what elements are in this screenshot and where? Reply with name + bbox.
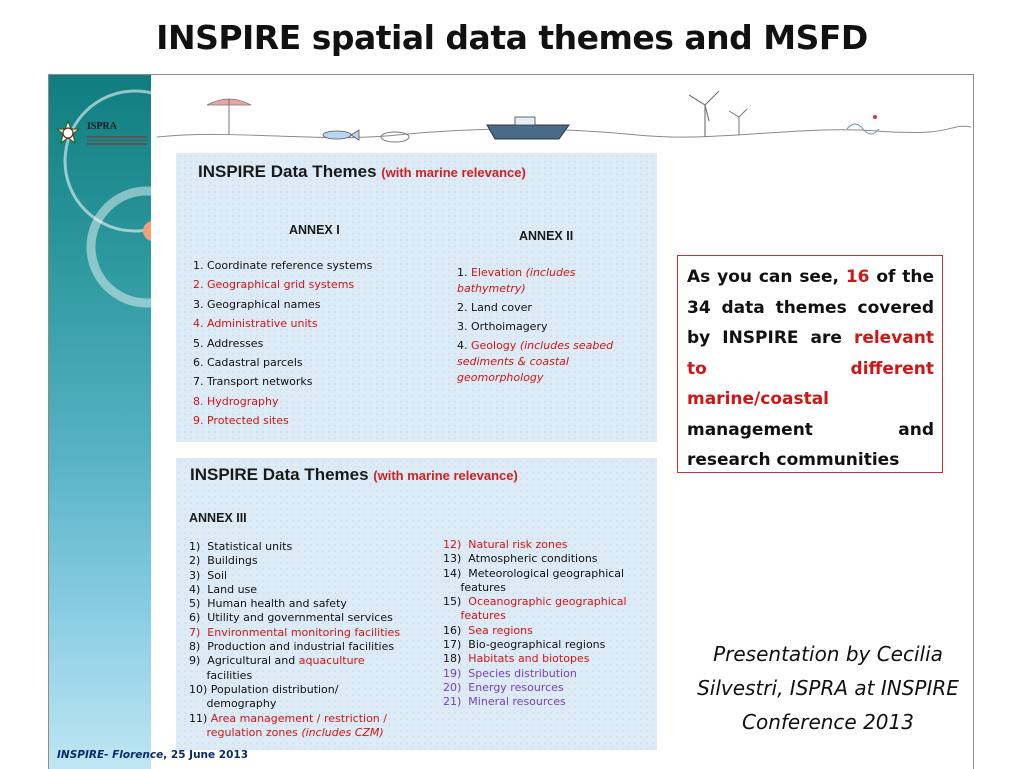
list-item: 1) Statistical units — [189, 540, 293, 553]
list-item: 9. Protected sites — [193, 414, 289, 428]
annex-1-2-panel — [176, 153, 657, 442]
presentation-credit: Presentation by Cecilia Silvestri, ISPRA at INSPIRE Conference 2013 — [697, 642, 959, 734]
list-item: 8. Hydrography — [193, 394, 279, 408]
list-item: 19) Species distribution — [443, 666, 577, 680]
list-item: 15) Oceanographic geographical — [443, 595, 627, 609]
annex-1-title: ANNEX I — [289, 223, 340, 237]
fish-icon — [323, 130, 359, 140]
list-item: 7) Environmental monitoring facilities — [189, 625, 401, 639]
list-item: 11) Area management / restriction / — [189, 711, 387, 725]
annex-2-list — [457, 265, 642, 389]
list-item: 2) Buildings — [189, 554, 258, 568]
small-red-dot — [873, 115, 877, 119]
list-item: 20) Energy resources — [443, 680, 564, 694]
beach-umbrella-icon — [207, 99, 251, 135]
list-item: 4. Administrative units — [193, 317, 318, 331]
annex-3-left-list — [189, 540, 400, 740]
coastal-sketch-banner — [157, 77, 971, 155]
list-item: 8) Production and industrial facilities — [189, 640, 395, 654]
list-item: 1. Coordinate reference systems — [193, 259, 373, 272]
list-item: 13) Atmospheric conditions — [443, 552, 598, 566]
list-item: facilities — [189, 668, 253, 682]
list-item: demography — [189, 697, 277, 711]
list-item: 4) Land use — [189, 582, 258, 596]
list-item: 3) Soil — [189, 568, 228, 582]
list-item: 6. Cadastral parcels — [193, 355, 303, 369]
slide-frame — [48, 74, 974, 769]
list-item: 2. Land cover — [457, 301, 532, 314]
list-item: 14) Meteorological geographical — [443, 566, 625, 580]
decorative-circles — [49, 75, 151, 769]
orange-dot — [143, 221, 151, 241]
list-item: features — [443, 609, 506, 623]
list-item: 16) Sea regions — [443, 623, 533, 637]
annex-2-title: ANNEX II — [519, 229, 574, 243]
list-item: 9) Agricultural and aquaculture — [189, 654, 365, 668]
list-item: 7. Transport networks — [193, 375, 313, 389]
slide-title: INSPIRE spatial data themes and MSFD — [156, 18, 868, 57]
panel2-heading: INSPIRE Data Themes (with marine relevance) — [190, 465, 518, 484]
list-item: features — [443, 580, 506, 594]
annex-3-right-list — [443, 538, 627, 710]
list-item: 5. Addresses — [193, 336, 264, 350]
list-item: 4. Geology (includes seabed sediments & coastal geomorphology — [457, 339, 614, 384]
teal-sidebar — [49, 75, 151, 769]
float-icon — [381, 132, 409, 142]
list-item: 6) Utility and governmental services — [189, 611, 393, 625]
list-item: 10) Population distribution/ — [189, 682, 339, 696]
annex-1-list — [193, 259, 372, 434]
wind-turbine-icon — [689, 91, 747, 137]
list-item: 3. Geographical names — [193, 297, 321, 311]
list-item: 3. Orthoimagery — [457, 320, 548, 333]
list-item: 5) Human health and safety — [189, 597, 347, 611]
list-item: 17) Bio-geographical regions — [443, 638, 606, 652]
logo-name: ISPRA — [87, 121, 118, 132]
logo-subtitle — [87, 134, 147, 144]
summary-callout: As you can see, 16 of the 34 data themes covered by INSPIRE are relevant to different marine/coastal management and research communities — [677, 255, 943, 473]
wave-icon — [847, 124, 879, 134]
ship-icon — [487, 117, 569, 139]
ispra-logo — [55, 119, 151, 149]
list-item: 12) Natural risk zones — [443, 538, 568, 551]
list-item: 18) Habitats and biotopes — [443, 652, 590, 666]
panel1-heading: INSPIRE Data Themes (with marine relevance) — [198, 162, 526, 181]
list-item: 21) Mineral resources — [443, 695, 566, 709]
italy-emblem-icon — [55, 119, 81, 147]
annex-3-title: ANNEX III — [189, 511, 247, 525]
list-item: 2. Geographical grid systems — [193, 278, 355, 292]
list-item: 1. Elevation (includes bathymetry) — [457, 266, 576, 295]
list-item: regulation zones (includes CZM) — [206, 725, 384, 739]
annex-3-panel — [176, 458, 657, 750]
footer-event: INSPIRE- Florence, 25 June 2013 — [57, 749, 249, 761]
